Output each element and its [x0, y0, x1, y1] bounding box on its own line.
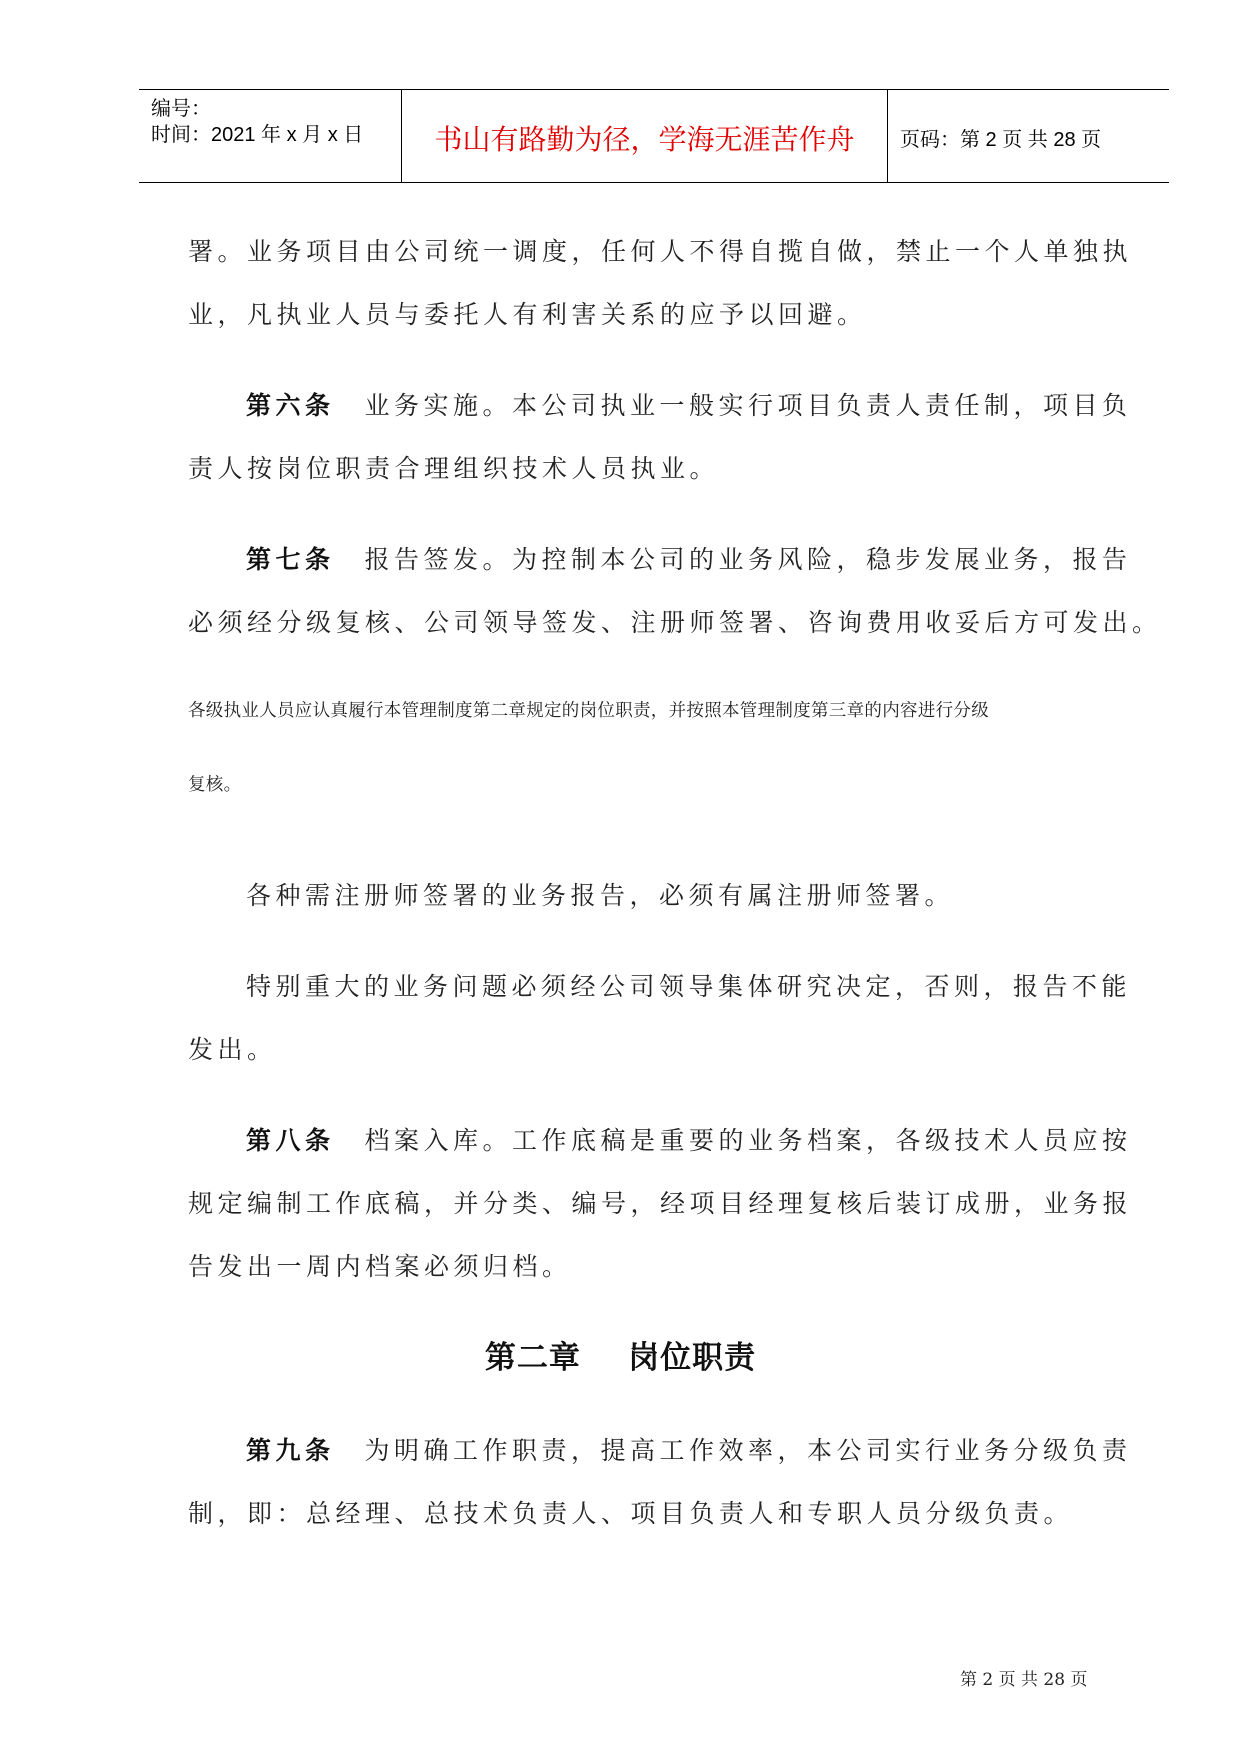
- article-6-title: 第六条: [246, 391, 335, 420]
- body-line: 规定编制工作底稿，并分类、编号，经项目经理复核后装订成册，业务报: [188, 1189, 1133, 1218]
- body-line: 责人按岗位职责合理组织技术人员执业。: [188, 454, 720, 483]
- body-line: 发出。: [188, 1035, 277, 1064]
- article-6-text: 业务实施。本公司执业一般实行项目负责人责任制，项目负: [364, 391, 1132, 420]
- article-8-text: 档案入库。工作底稿是重要的业务档案，各级技术人员应按: [364, 1126, 1132, 1155]
- article-7-title: 第七条: [246, 545, 335, 574]
- article-8-line-1: [246, 1121, 1132, 1157]
- article-9-line-1: [246, 1431, 1132, 1467]
- header-page-cell: [888, 90, 1169, 182]
- header-motto: 书山有路勤为径，学海无涯苦作舟: [434, 123, 855, 156]
- document-time-label: 时间：2021 年 x 月 x 日: [151, 124, 364, 146]
- header-info-cell: [139, 90, 401, 182]
- article-9-title: 第九条: [246, 1436, 335, 1465]
- document-number-label: 编号：: [151, 98, 211, 120]
- body-line: 必须经分级复核、公司领导签发、注册师签署、咨询费用收妥后方可发出。: [188, 608, 1162, 637]
- body-line: 署。业务项目由公司统一调度，任何人不得自揽自做，禁止一个人单独执: [188, 237, 1133, 266]
- body-line: 告发出一周内档案必须归档。: [188, 1252, 572, 1281]
- article-6-line-1: [246, 386, 1132, 422]
- body-line: 制，即：总经理、总技术负责人、项目负责人和专职人员分级负责。: [188, 1499, 1074, 1528]
- page-footer-number: 第 2 页 共 28 页: [960, 1670, 1088, 1690]
- article-9-text: 为明确工作职责，提高工作效率，本公司实行业务分级负责: [364, 1436, 1132, 1465]
- body-line: 各种需注册师签署的业务报告，必须有属注册师签署。: [246, 881, 955, 910]
- header-motto-cell: [401, 90, 888, 182]
- page-header: [139, 89, 1169, 183]
- article-7-text: 报告签发。为控制本公司的业务风险，稳步发展业务，报告: [364, 545, 1132, 574]
- article-8-title: 第八条: [246, 1126, 335, 1155]
- body-small-line: 各级执业人员应认真履行本管理制度第二章规定的岗位职责，并按照本管理制度第三章的内容进行分级: [188, 701, 989, 721]
- chapter-heading: 第二章 岗位职责: [484, 1340, 757, 1376]
- body-line: 业，凡执业人员与委托人有利害关系的应予以回避。: [188, 300, 867, 329]
- header-page-number: 页码：第 2 页 共 28 页: [900, 129, 1102, 151]
- article-7-line-1: [246, 540, 1132, 576]
- body-line: 特别重大的业务问题必须经公司领导集体研究决定，否则，报告不能: [246, 972, 1132, 1001]
- body-small-line: 复核。: [188, 775, 242, 795]
